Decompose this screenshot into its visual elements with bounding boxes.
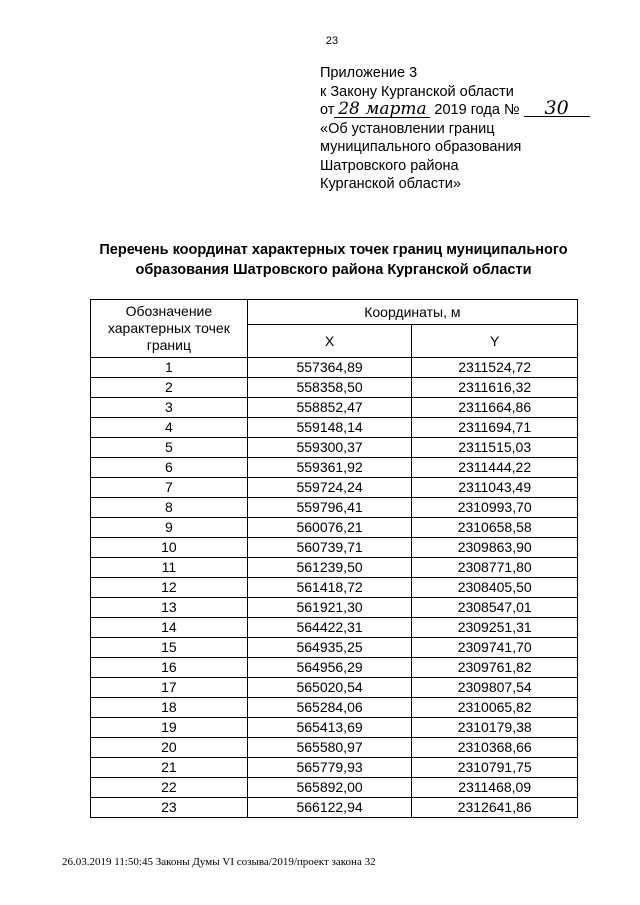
appendix-line: муниципального образования	[320, 139, 522, 155]
y-coordinate-cell: 2311444,22	[412, 458, 578, 478]
y-coordinate-cell: 2311664,86	[412, 398, 578, 418]
appendix-line: Курганской области»	[320, 176, 461, 192]
appendix-line: Шатровского района	[320, 157, 459, 174]
title-line: образования Шатровского района Курганской области	[135, 262, 532, 278]
point-number-cell: 10	[91, 538, 248, 558]
point-number-cell: 8	[91, 498, 248, 518]
table-row	[91, 798, 578, 818]
x-coordinate-cell: 559148,14	[247, 418, 412, 438]
x-coordinate-cell: 565779,93	[247, 758, 412, 778]
table-row	[91, 618, 578, 638]
point-number-cell: 11	[91, 558, 248, 578]
x-coordinate-cell: 559724,24	[247, 478, 412, 498]
y-coordinate-cell: 2312641,86	[412, 798, 578, 818]
y-coordinate-cell: 2310368,66	[412, 738, 578, 758]
point-number-cell: 3	[91, 398, 248, 418]
table-row	[91, 478, 578, 498]
table-row	[91, 538, 578, 558]
y-coordinate-cell: 2309807,54	[412, 678, 578, 698]
y-coordinate-cell: 2310658,58	[412, 518, 578, 538]
point-number-cell: 22	[91, 778, 248, 798]
y-coordinate-cell: 2309863,90	[412, 538, 578, 558]
y-coordinate-cell: 2308547,01	[412, 598, 578, 618]
date-prefix: от	[320, 102, 335, 118]
appendix-line: Приложение 3	[320, 65, 418, 81]
x-coordinate-cell: 558852,47	[247, 398, 412, 418]
point-number-cell: 13	[91, 598, 248, 618]
point-number-cell: 1	[91, 358, 248, 378]
y-coordinate-cell: 2308405,50	[412, 578, 578, 598]
table-row	[91, 698, 578, 718]
point-number-cell: 2	[91, 378, 248, 398]
y-coordinate-cell: 2310065,82	[412, 698, 578, 718]
x-coordinate-cell: 565413,69	[247, 718, 412, 738]
y-coordinate-cell: 2310179,38	[412, 718, 578, 738]
table-row	[91, 678, 578, 698]
x-coordinate-cell: 561418,72	[247, 578, 412, 598]
table-row	[91, 378, 578, 398]
x-coordinate-cell: 566122,94	[247, 798, 412, 818]
y-coordinate-cell: 2309741,70	[412, 638, 578, 658]
point-number-cell: 15	[91, 638, 248, 658]
point-number-cell: 20	[91, 738, 248, 758]
y-coordinate-cell: 2311043,49	[412, 478, 578, 498]
y-coordinate-cell: 2309761,82	[412, 658, 578, 678]
y-coordinate-cell: 2310993,70	[412, 498, 578, 518]
x-coordinate-cell: 558358,50	[247, 378, 412, 398]
point-number-cell: 6	[91, 458, 248, 478]
point-number-cell: 16	[91, 658, 248, 678]
table-row	[91, 438, 578, 458]
table-row	[91, 598, 578, 618]
point-number-cell: 18	[91, 698, 248, 718]
appendix-block	[320, 64, 590, 194]
point-number-cell: 17	[91, 678, 248, 698]
x-coordinate-cell: 559300,37	[247, 438, 412, 458]
point-number-cell: 7	[91, 478, 248, 498]
point-number-cell: 23	[91, 798, 248, 818]
table-row	[91, 638, 578, 658]
y-coordinate-cell: 2311616,32	[412, 378, 578, 398]
header-designation: Обозначение характерных точек границ	[91, 300, 248, 358]
header-y: Y	[412, 325, 578, 358]
title-line: Перечень координат характерных точек границ муниципального	[99, 242, 568, 258]
y-coordinate-cell: 2309251,31	[412, 618, 578, 638]
x-coordinate-cell: 564935,25	[247, 638, 412, 658]
table-row	[91, 738, 578, 758]
table-row	[91, 398, 578, 418]
point-number-cell: 9	[91, 518, 248, 538]
table-row	[91, 758, 578, 778]
x-coordinate-cell: 561921,30	[247, 598, 412, 618]
table-row	[91, 578, 578, 598]
table-row	[91, 558, 578, 578]
header-x: X	[247, 325, 412, 358]
point-number-cell: 5	[91, 438, 248, 458]
appendix-line: «Об установлении границ	[320, 120, 495, 137]
x-coordinate-cell: 560739,71	[247, 538, 412, 558]
appendix-line: к Закону Курганской области	[320, 83, 514, 100]
x-coordinate-cell: 559361,92	[247, 458, 412, 478]
y-coordinate-cell: 2308771,80	[412, 558, 578, 578]
y-coordinate-cell: 2311515,03	[412, 438, 578, 458]
header-coordinates: Координаты, м	[247, 300, 577, 325]
table-row	[91, 458, 578, 478]
x-coordinate-cell: 559796,41	[247, 498, 412, 518]
table-row	[91, 718, 578, 738]
point-number-cell: 19	[91, 718, 248, 738]
date-suffix: 2019 года №	[434, 102, 520, 118]
point-number-cell: 21	[91, 758, 248, 778]
y-coordinate-cell: 2311524,72	[412, 358, 578, 378]
x-coordinate-cell: 564956,29	[247, 658, 412, 678]
x-coordinate-cell: 557364,89	[247, 358, 412, 378]
x-coordinate-cell: 565020,54	[247, 678, 412, 698]
table-row	[91, 658, 578, 678]
table-row	[91, 358, 578, 378]
x-coordinate-cell: 565284,06	[247, 698, 412, 718]
appendix-date-line	[320, 97, 590, 120]
table-row	[91, 498, 578, 518]
page-number: 23	[325, 35, 339, 47]
handwritten-date: 28 марта	[334, 102, 430, 118]
y-coordinate-cell: 2311468,09	[412, 778, 578, 798]
y-coordinate-cell: 2311694,71	[412, 418, 578, 438]
point-number-cell: 14	[91, 618, 248, 638]
table-row	[91, 518, 578, 538]
x-coordinate-cell: 565580,97	[247, 738, 412, 758]
footer-stamp: 26.03.2019 11:50:45 Законы Думы VI созыва/2019/проект закона 32	[62, 856, 376, 868]
x-coordinate-cell: 561239,50	[247, 558, 412, 578]
point-number-cell: 4	[91, 418, 248, 438]
x-coordinate-cell: 565892,00	[247, 778, 412, 798]
document-title	[60, 240, 607, 280]
coordinates-table	[90, 299, 578, 818]
handwritten-law-number: 30	[524, 101, 590, 117]
table-row	[91, 778, 578, 798]
table-row	[91, 418, 578, 438]
point-number-cell: 12	[91, 578, 248, 598]
y-coordinate-cell: 2310791,75	[412, 758, 578, 778]
x-coordinate-cell: 564422,31	[247, 618, 412, 638]
x-coordinate-cell: 560076,21	[247, 518, 412, 538]
